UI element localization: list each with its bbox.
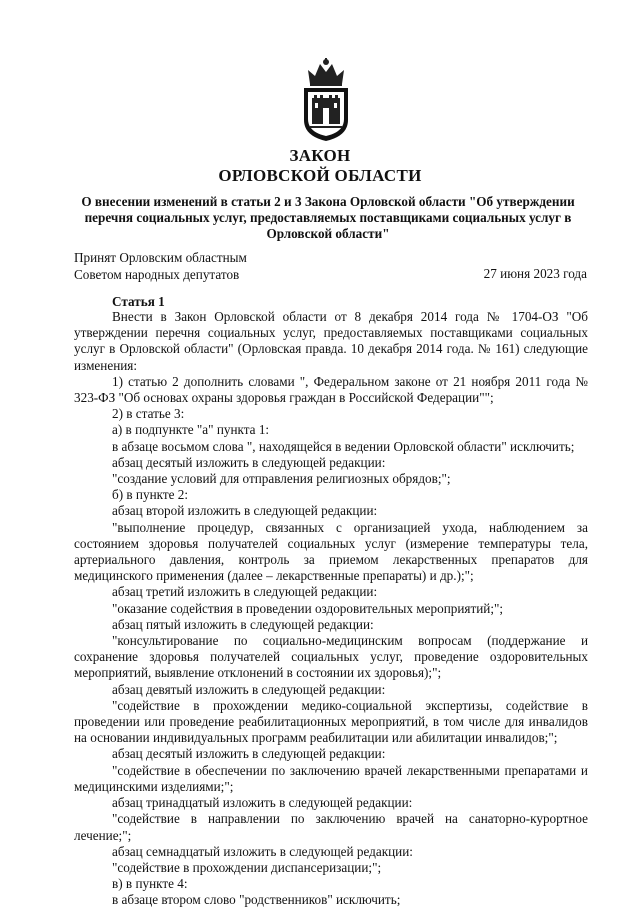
paragraph: б) в пункте 2: — [112, 487, 189, 503]
paragraph: в абзаце восьмом слова ", находящейся в ведении Орловской области" исключить; — [112, 438, 575, 454]
paragraph: "содействие в направлении по заключению врачей на санаторно-курортное лечение;"; — [74, 811, 588, 843]
paragraph: абзац пятый изложить в следующей редакции: — [112, 616, 374, 632]
law-title-line1: ЗАКОН — [289, 146, 351, 165]
paragraph: Внести в Закон Орловской области от 8 декабря 2014 года № 1704-ОЗ "Об утверждении перечня социальных услуг, предоставляемых поставщиками социальных услуг в Орловской области" (Орловская правда. 10 декабря 2014 года. № 161) следующие изменения: — [74, 309, 588, 373]
paragraph: абзац десятый изложить в следующей редакции: — [112, 454, 386, 470]
paragraph: 2) в статье 3: — [112, 406, 185, 422]
article-body — [74, 309, 588, 909]
paragraph: абзац тринадцатый изложить в следующей редакции: — [112, 795, 413, 811]
subtitle-line: Орловской области" — [266, 226, 390, 241]
paragraph: "создание условий для отправления религиозных обрядов;"; — [112, 471, 451, 487]
paragraph: абзац семнадцатый изложить в следующей редакции: — [112, 843, 413, 859]
paragraph: "консультирование по социально-медицинским вопросам (поддержание и сохранение здоровья получателей социальных услуг, проведение оздоровительных мероприятий, выявление отклонений в состоянии их здоровья);"; — [74, 633, 588, 681]
paragraph: абзац девятый изложить в следующей редакции: — [112, 681, 386, 697]
paragraph: абзац третий изложить в следующей редакции: — [112, 584, 378, 600]
paragraph: а) в подпункте "а" пункта 1: — [112, 422, 270, 438]
adopted-line2: Советом народных депутатов — [74, 266, 240, 282]
law-title-line2: ОРЛОВСКОЙ ОБЛАСТИ — [218, 166, 422, 185]
paragraph: абзац десятый изложить в следующей редакции: — [112, 746, 386, 762]
paragraph: 1) статью 2 дополнить словами ", Федеральном законе от 21 ноября 2011 года № 323-ФЗ "Об основах охраны здоровья граждан в Российской Федерации""; — [74, 373, 588, 406]
law-subtitle — [78, 194, 578, 242]
paragraph: "содействие в прохождении диспансеризации;"; — [112, 859, 382, 875]
subtitle-line: перечня социальных услуг, предоставляемых поставщиками социальных услуг в — [84, 210, 572, 225]
adopted-line1: Принят Орловским областным — [74, 250, 247, 265]
adoption-info — [74, 250, 247, 283]
paragraph: в) в пункте 4: — [112, 876, 188, 892]
paragraph: "содействие в обеспечении по заключению врачей лекарственными препаратами и медицинскими изделиями;"; — [74, 762, 588, 794]
subtitle-line: О внесении изменений в статьи 2 и 3 Закона Орловской области "Об утверждении — [81, 194, 575, 209]
paragraph: "содействие в прохождении медико-социальной экспертизы, содействие в проведении или проведение реабилитационных мероприятий, в том числе для инвалидов на основании индивидуальных программ реабилитации или абилитации инвалидов;"; — [74, 697, 588, 746]
paragraph: "выполнение процедур, связанных с организацией ухода, наблюдением за состоянием здоровья получателей социальных услуг (измерение температуры тела, артериального давления, контроль за приемом лекарственных препаратов для медицинского применения (далее – лекарственные препараты) и др.);"; — [74, 519, 588, 584]
paragraph: "оказание содействия в проведении оздоровительных мероприятий;"; — [112, 600, 504, 616]
paragraph: в абзаце втором слово "родственников" исключить; — [112, 892, 401, 908]
adoption-date: 27 июня 2023 года — [483, 266, 587, 281]
paragraph: абзац второй изложить в следующей редакции: — [112, 503, 378, 519]
article-title: Статья 1 — [112, 294, 165, 309]
coat-of-arms-icon — [300, 58, 352, 142]
